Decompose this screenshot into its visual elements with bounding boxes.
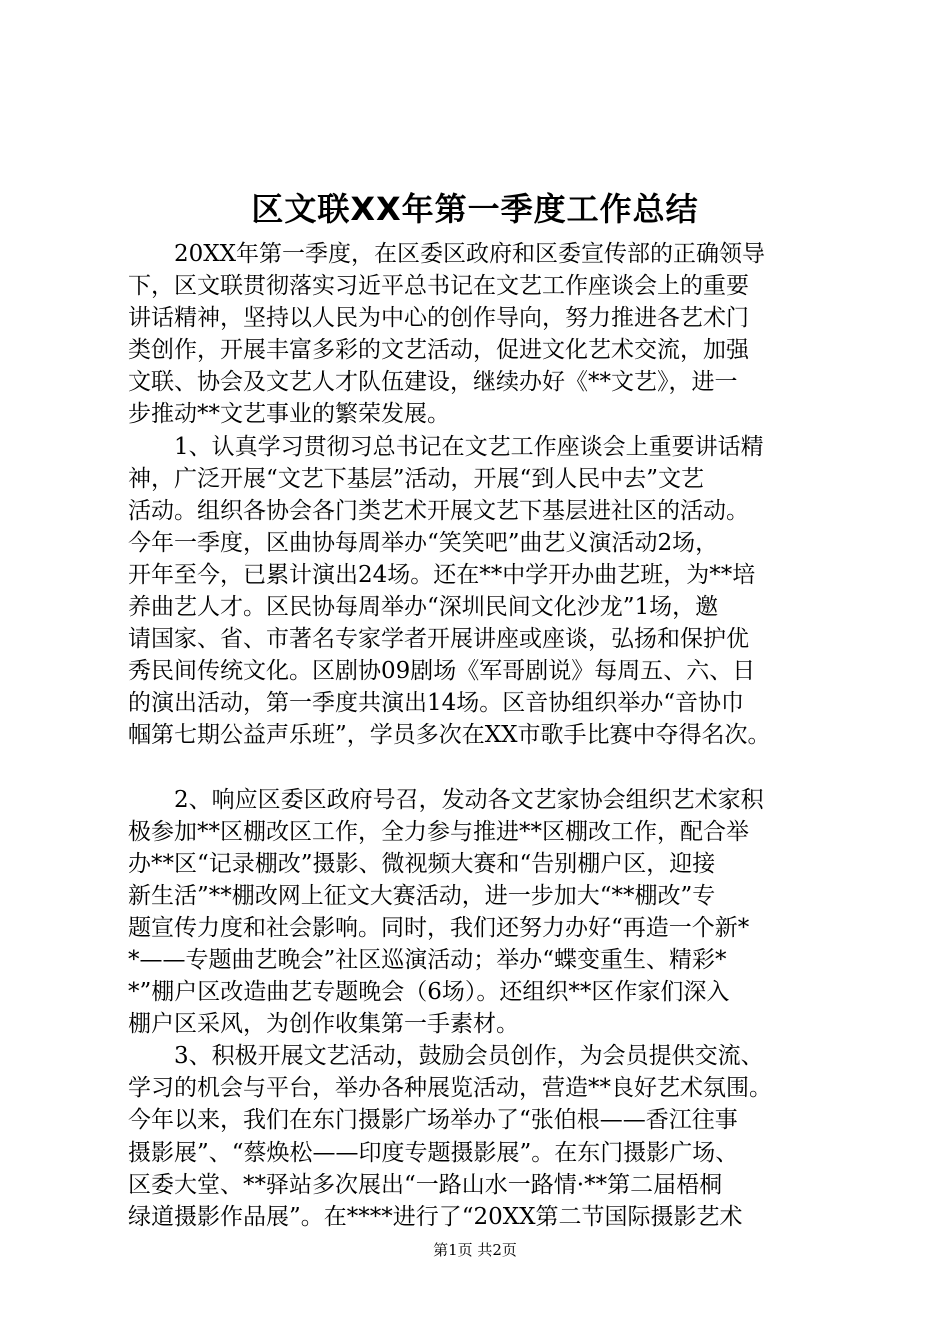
paragraph-line: 类创作，开展丰富多彩的文艺活动，促进文化艺术交流，加强 bbox=[128, 337, 749, 364]
paragraph-line: 办**区“记录棚改”摄影、微视频大赛和“告别棚户区，迎接 bbox=[128, 850, 716, 877]
paragraph-gap bbox=[128, 752, 828, 784]
paragraph-line: 绿道摄影作品展”。在****进行了“20XX第二节国际摄影艺术 bbox=[128, 1203, 743, 1230]
paragraph-line: *”棚户区改造曲艺专题晚会（6场）。还组织**区作家们深入 bbox=[128, 979, 730, 1006]
paragraph-line: 极参加**区棚改区工作，全力参与推进**区棚改工作，配合举 bbox=[128, 818, 749, 845]
document-body bbox=[128, 238, 828, 1233]
paragraph-line: 神，广泛开展“文艺下基层”活动，开展“到人民中去”文艺 bbox=[128, 465, 705, 492]
paragraph-line: 讲话精神，坚持以人民为中心的创作导向，努力推进各艺术门 bbox=[128, 305, 749, 332]
paragraph bbox=[128, 1040, 828, 1233]
paragraph-line: 养曲艺人才。区民协每周举办“深圳民间文化沙龙”1场，邀 bbox=[128, 594, 719, 621]
paragraph-line: 下，区文联贯彻落实习近平总书记在文艺工作座谈会上的重要 bbox=[128, 273, 749, 300]
paragraph-line: 今年以来，我们在东门摄影广场举办了“张伯根——香江往事 bbox=[128, 1107, 738, 1134]
paragraph bbox=[128, 238, 828, 431]
paragraph-line: 请国家、省、市著名专家学者开展讲座或座谈，弘扬和保护优 bbox=[128, 626, 749, 653]
paragraph-line: 开年至今，已累计演出24场。还在**中学开办曲艺班，为**培 bbox=[128, 561, 756, 588]
paragraph-line: 区委大堂、**驿站多次展出“一路山水一路情·**第二届梧桐 bbox=[128, 1171, 723, 1198]
document-title: 区文联XX年第一季度工作总结 bbox=[251, 190, 699, 228]
paragraph-line: 2、响应区委区政府号召，发动各文艺家协会组织艺术家积 bbox=[174, 786, 764, 813]
paragraph-line: 活动。组织各协会各门类艺术开展文艺下基层进社区的活动。 bbox=[128, 497, 749, 524]
paragraph-line: 的演出活动，第一季度共演出14场。区音协组织举办“音协巾 bbox=[128, 690, 745, 717]
paragraph bbox=[128, 784, 828, 1041]
paragraph-line: 秀民间传统文化。区剧协09剧场《军哥剧说》每周五、六、日 bbox=[128, 658, 756, 685]
paragraph-line: 帼第七期公益声乐班”，学员多次在XX市歌手比赛中夺得名次。 bbox=[128, 722, 771, 749]
page-footer: 第1页 共2页 bbox=[433, 1241, 517, 1259]
paragraph-line: 摄影展”、“蔡焕松——印度专题摄影展”。在东门摄影广场、 bbox=[128, 1139, 739, 1166]
paragraph-line: 今年一季度，区曲协每周举办“笑笑吧”曲艺义演活动2场， bbox=[128, 529, 719, 556]
paragraph-line: 1、认真学习贯彻习总书记在文艺工作座谈会上重要讲话精 bbox=[174, 433, 764, 460]
paragraph-line: 文联、协会及文艺人才队伍建设，继续办好《**文艺》，进一 bbox=[128, 369, 738, 396]
paragraph-line: 棚户区采风，为创作收集第一手素材。 bbox=[128, 1011, 519, 1038]
paragraph-line: *——专题曲艺晚会”社区巡演活动；举办“蝶变重生、精彩* bbox=[128, 946, 727, 973]
paragraph-line: 3、积极开展文艺活动，鼓励会员创作，为会员提供交流、 bbox=[174, 1043, 764, 1070]
paragraph-line: 题宣传力度和社会影响。同时，我们还努力办好“再造一个新* bbox=[128, 914, 750, 941]
paragraph-line: 20XX年第一季度，在区委区政府和区委宣传部的正确领导 bbox=[174, 241, 766, 267]
paragraph-line: 学习的机会与平台，举办各种展览活动，营造**良好艺术氛围。 bbox=[128, 1075, 772, 1102]
paragraph-line: 步推动**文艺事业的繁荣发展。 bbox=[128, 401, 450, 428]
paragraph bbox=[128, 431, 828, 752]
paragraph-line: 新生活”**棚改网上征文大赛活动，进一步加大“**棚改”专 bbox=[128, 882, 716, 909]
